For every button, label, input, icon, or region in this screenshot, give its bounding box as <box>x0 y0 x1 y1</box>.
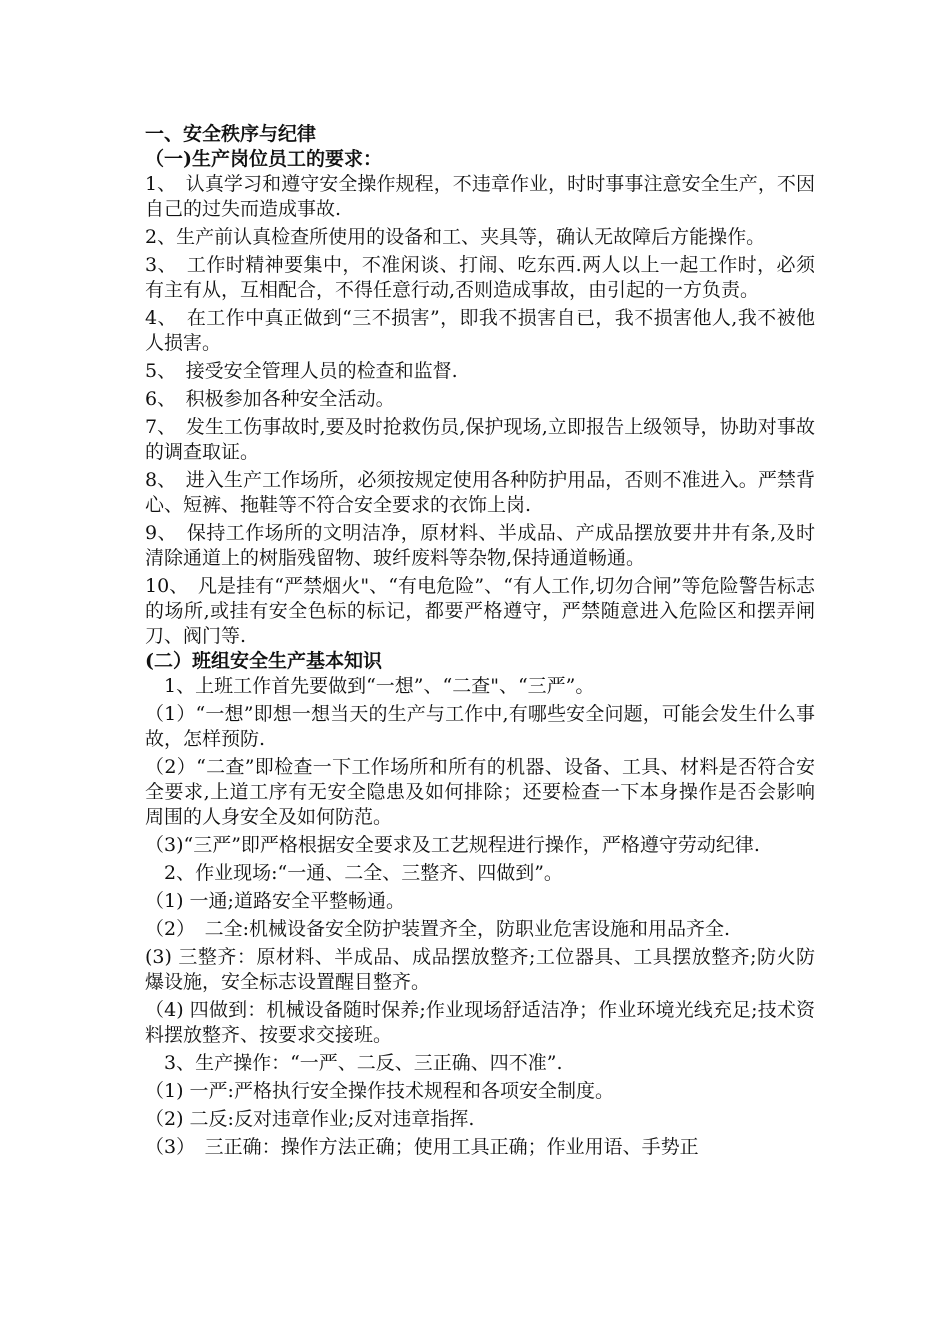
paragraph: 5、 接受安全管理人员的检查和监督. <box>145 360 458 382</box>
paragraph: 3、生产操作：“一严、二反、三正确、四不准”. <box>145 1052 563 1074</box>
paragraph: （4) 四做到：机械设备随时保养;作业现场舒适洁净；作业环境光线充足;技术资料摆放整齐、按要求交接班。 <box>145 999 815 1046</box>
paragraph: （1）“一想”即想一想当天的生产与工作中,有哪些安全问题，可能会发生什么事故，怎样预防. <box>145 703 815 750</box>
paragraph: (3) 三整齐：原材料、半成品、成品摆放整齐;工位器具、工具摆放整齐;防火防爆设施，安全标志设置醒目整齐。 <box>145 946 815 993</box>
document-body <box>145 122 815 1160</box>
paragraph: （2) 二反:反对违章作业;反对违章指挥. <box>145 1108 475 1130</box>
paragraph: （1) 一严:严格执行安全操作技术规程和各项安全制度。 <box>145 1080 614 1102</box>
paragraph: （2）“二查”即检查一下工作场所和所有的机器、设备、工具、材料是否符合安全要求,上道工序有无安全隐患及如何排除；还要检查一下本身操作是否会影响周围的人身安全及如何防范。 <box>145 756 815 828</box>
paragraph: 9、 保持工作场所的文明洁净，原材料、半成品、产成品摆放要井井有条,及时清除通道上的树脂残留物、玻纤废料等杂物,保持通道畅通。 <box>145 522 815 569</box>
paragraph: 6、 积极参加各种安全活动。 <box>145 388 395 410</box>
paragraph: 7、 发生工伤事故时,要及时抢救伤员,保护现场,立即报告上级领导，协助对事故的调查取证。 <box>145 416 815 463</box>
paragraph: 2、作业现场:“一通、二全、三整齐、四做到”。 <box>145 862 563 884</box>
paragraph: （3） 三正确：操作方法正确；使用工具正确；作业用语、手势正 <box>145 1136 699 1158</box>
paragraph: 2、生产前认真检查所使用的设备和工、夹具等，确认无故障后方能操作。 <box>145 226 766 248</box>
subsection-heading: （一)生产岗位员工的要求： <box>145 148 382 170</box>
paragraph: （3)“三严”即严格根据安全要求及工艺规程进行操作，严格遵守劳动纪律. <box>145 834 760 856</box>
paragraph: （1) 一通;道路安全平整畅通。 <box>145 890 405 912</box>
paragraph: 10、 凡是挂有“严禁烟火"、“有电危险”、“有人工作,切勿合闸”等危险警告标志的场所,或挂有安全色标的标记，都要严格遵守，严禁随意进入危险区和摆弄闸刀、阀门等. <box>145 575 815 647</box>
paragraph: 4、 在工作中真正做到“三不损害”，即我不损害自已，我不损害他人,我不被他人损害。 <box>145 307 815 354</box>
subsection-heading: (二）班组安全生产基本知识 <box>145 650 382 672</box>
paragraph: 1、上班工作首先要做到“一想”、“二查"、“三严”。 <box>145 675 595 697</box>
paragraph: 8、 进入生产工作场所，必须按规定使用各种防护用品，否则不准进入。严禁背心、短裤、拖鞋等不符合安全要求的衣饰上岗. <box>145 469 815 516</box>
paragraph: （2） 二全:机械设备安全防护装置齐全，防职业危害设施和用品齐全. <box>145 918 731 940</box>
section-heading: 一、安全秩序与纪律 <box>145 123 317 145</box>
paragraph: 1、 认真学习和遵守安全操作规程，不违章作业，时时事事注意安全生产，不因自己的过失而造成事故. <box>145 173 815 220</box>
paragraph: 3、 工作时精神要集中，不准闲谈、打闹、吃东西.两人以上一起工作时，必须有主有从，互相配合，不得任意行动,否则造成事故，由引起的一方负责。 <box>145 254 815 301</box>
